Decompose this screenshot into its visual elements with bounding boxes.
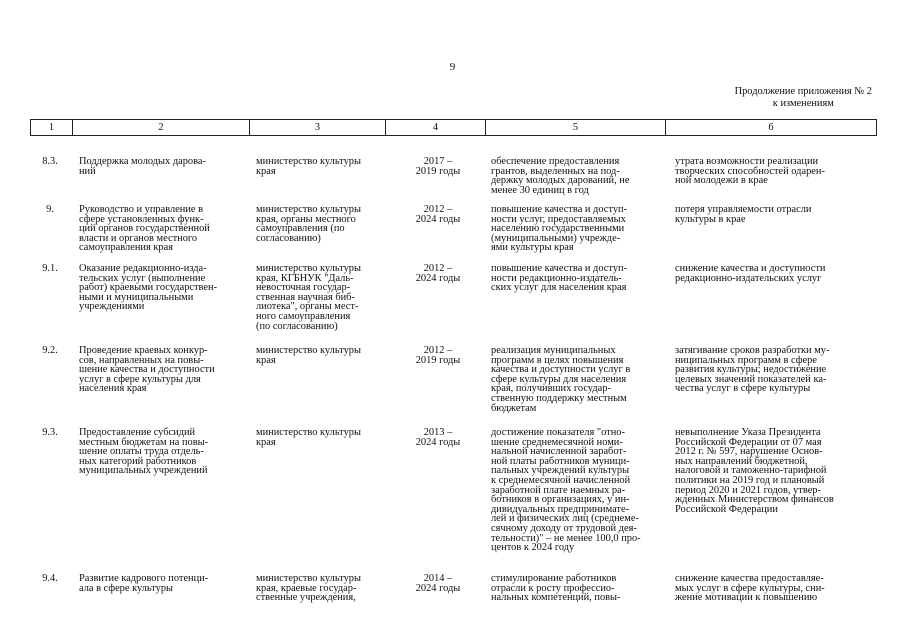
header-col-5: 5 bbox=[486, 120, 666, 136]
expected-result: стимулирование работников отрасли к росту профессио- нальных компетенций, повы- bbox=[491, 573, 621, 604]
consequence: утрата возможности реализации творческих способностей одарен- ной молодежи в крае bbox=[675, 156, 825, 187]
expected-result: обеспечение предоставления грантов, выделенных на под- держку молодых дарований, не менее 30 единиц в год bbox=[491, 156, 630, 196]
continuation-note bbox=[735, 86, 872, 110]
expected-result: повышение качества и доступ- ности услуг, предоставляемых населению государственными (муниципальными) учрежде- ями культуры края bbox=[491, 204, 628, 254]
row-number: 9.4. bbox=[42, 573, 58, 584]
consequence: невыполнение Указа Президента Российской Федерации от 07 мая 2012 г. № 597, нарушение Основ- ных направлений бюджетной, налоговой и таможенно-тарифной политики на 2019 год и плановый период 2020 и 2021 годов, утвер- жденных Министерством финансов Российской Федерации bbox=[675, 427, 834, 515]
continuation-line-1: Продолжение приложения № 2 bbox=[734, 86, 872, 97]
period: 2017 – 2019 годы bbox=[415, 156, 461, 177]
period: 2013 – 2024 годы bbox=[415, 427, 461, 448]
executor: министерство культуры края, органы местного самоуправления (по согласованию) bbox=[256, 204, 361, 244]
period: 2014 – 2024 годы bbox=[415, 573, 461, 594]
period: 2012 – 2024 годы bbox=[415, 263, 461, 284]
header-col-2: 2 bbox=[73, 120, 250, 136]
consequence: затягивание сроков разработки му- ниципальных программ в сфере развития культуры; недостижение целевых значений показателей ка- чества услуг в сфере культуры bbox=[675, 345, 830, 395]
row-number: 9.1. bbox=[42, 263, 58, 274]
executor: министерство культуры края, краевые государ- ственные учреждения, bbox=[256, 573, 361, 604]
measure-name: Руководство и управление в сфере установленных функ- ций органов государственной власти и органов местного самоуправления края bbox=[79, 204, 210, 254]
expected-result: реализация муниципальных программ в целях повышения качества и доступности услуг в сфере культуры для населения края, получивших государ- ственную поддержку местным бюджетам bbox=[491, 345, 631, 414]
header-col-1: 1 bbox=[31, 120, 73, 136]
measure-name: Оказание редакционно-изда- тельских услуг (выполнение работ) краевыми государствен- ными и муниципальными учреждениями bbox=[79, 263, 218, 313]
row-number: 8.3. bbox=[42, 156, 58, 167]
period: 2012 – 2019 годы bbox=[415, 345, 461, 366]
period: 2012 – 2024 годы bbox=[415, 204, 461, 225]
header-col-3: 3 bbox=[250, 120, 386, 136]
executor: министерство культуры края, КГБНУК "Даль- невосточная государ- ственная научная биб- лиотека", органы мест- ного самоуправления (по согласованию) bbox=[256, 263, 361, 332]
measure-name: Предоставление субсидий местным бюджетам на повы- шение оплаты труда отдель- ных категорий работников муниципальных учреждений bbox=[79, 427, 209, 477]
continuation-line-2: к изменениям bbox=[772, 98, 834, 109]
consequence: снижение качества и доступности редакционно-издательских услуг bbox=[675, 263, 826, 284]
header-col-6: 6 bbox=[666, 120, 877, 136]
executor: министерство культуры края bbox=[256, 427, 361, 448]
header-col-4: 4 bbox=[386, 120, 486, 136]
column-number-header bbox=[30, 119, 877, 136]
expected-result: достижение показателя "отно- шение среднемесячной номи- нальной начисленной заработ- ной платы работников муници- пальных учреждений культуры к среднемесячной начисленной заработной плате наемных ра- ботников в организациях, у ин- дивидуальных предпринимате- лей и физических лиц (среднеме- сячному доходу от трудовой дея- тельности)" – не менее 100,0 про- центов к 2024 году bbox=[491, 427, 641, 554]
header-row bbox=[31, 120, 877, 136]
row-number: 9.3. bbox=[42, 427, 58, 438]
executor: министерство культуры края bbox=[256, 156, 361, 177]
row-number: 9.2. bbox=[42, 345, 58, 356]
measure-name: Развитие кадрового потенци- ала в сфере культуры bbox=[79, 573, 209, 594]
executor: министерство культуры края bbox=[256, 345, 361, 366]
measure-name: Проведение краевых конкур- сов, направленных на повы- шение качества и доступности услуг в сфере культуры для населения края bbox=[79, 345, 215, 395]
page-number: 9 bbox=[449, 61, 456, 73]
expected-result: повышение качества и доступ- ности редакционно-издатель- ских услуг для населения края bbox=[491, 263, 628, 294]
measure-name: Поддержка молодых дарова- ний bbox=[79, 156, 206, 177]
row-number: 9. bbox=[46, 204, 54, 215]
consequence: снижение качества предоставляе- мых услуг в сфере культуры, сни- жение мотивации к повышению bbox=[675, 573, 825, 604]
consequence: потеря управляемости отрасли культуры в крае bbox=[675, 204, 812, 225]
